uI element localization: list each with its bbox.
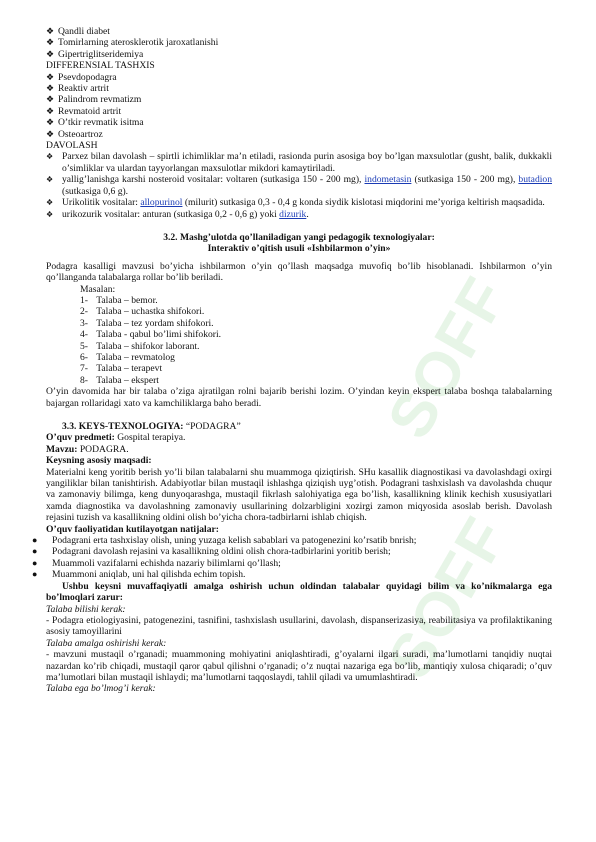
arrow-bullet-icon: ❖ bbox=[46, 175, 54, 185]
arrow-bullet-icon: ❖ bbox=[46, 198, 54, 208]
diamond-bullet-icon: ❖ bbox=[46, 94, 55, 105]
diamond-bullet-icon: ❖ bbox=[46, 37, 55, 48]
list-item: ● Podagrani erta tashxislay olish, uning yuzaga kelish sabablari va patogenezini ko’rsatib bnrish; bbox=[32, 535, 417, 547]
have-label: Talaba ega bo’lmog’i kerak: bbox=[46, 683, 156, 695]
document-page bbox=[32, 26, 552, 695]
able-label: Talaba amalga oshirishi kerak: bbox=[46, 637, 167, 649]
results-heading: O’quv faoliyatidan kutilayotgan natijalar: bbox=[46, 523, 219, 535]
list-item: ❖ Psevdopodagra bbox=[46, 71, 117, 83]
diamond-bullet-icon: ❖ bbox=[46, 71, 55, 82]
goal-heading: Keysning asosiy maqsadi: bbox=[46, 455, 152, 467]
section-33-title: 3.3. KEYS-TEXNOLOGIYA: “PODAGRA” bbox=[62, 421, 241, 432]
diamond-bullet-icon: ❖ bbox=[46, 105, 55, 116]
bullet-icon: ● bbox=[32, 569, 38, 580]
indometasin-link[interactable]: indometasin bbox=[364, 174, 412, 186]
list-item: ❖ Qandli diabet bbox=[46, 26, 110, 37]
list-item: ❖ Osteoartroz bbox=[46, 128, 103, 140]
list-item: ❖ yallig’lanishga karshi nosteroid vositalar: voltaren (sutkasiga 150 - 200 mg), indometasin (sutkasiga 150 - 200 mg), butadion (sutkasiga 0,6 g). bbox=[46, 174, 552, 197]
success-heading: Ushbu keysni muvaffaqiyatli amalga oshirish uchun oldindan talabalar quyidagi bilim va ko’nikmalarga ega bo’lmoqlari zarur: bbox=[46, 580, 552, 604]
section-32-intro: Podagra kasalligi mavzusi bo’yicha ishbilarmon o’yin qo’llash maqsadga muvofiq bo’lib hisoblanadi. Ishbilarmon o’yin qo’llanganda talabalarga rollar bo’lib beriladi. bbox=[46, 260, 552, 284]
list-item: 1- Talaba – bemor. bbox=[80, 294, 158, 306]
differential-heading: DIFFERENSIAL TASHXIS bbox=[46, 60, 155, 72]
differential-list bbox=[46, 72, 552, 140]
list-item: ❖ Parxez bilan davolash – spirtli ichimliklar ma’n etiladi, rasionda purin asosiga boy bo’lgan maxsulotlar (gusht, balik, dukkakli o’simliklar va ulardan tayyorlangan maxsulotlar mikdori kamaytiriladi. bbox=[46, 151, 552, 174]
list-item: ❖ urikozurik vositalar: anturan (sutkasiga 0,2 - 0,6 g) yoki dizurik. bbox=[46, 208, 309, 220]
section-32-title: 3.2. Mashg’ulotda qo’llaniladigan yangi pedagogik texnologiyalar: bbox=[163, 231, 435, 243]
subject-line: O’quv predmeti: Gospital terapiya. bbox=[46, 432, 186, 444]
list-item: 7- Talaba – terapevt bbox=[80, 363, 163, 375]
goal-text: Materialni keng yoritib berish yo’li bilan talabalarni shu muammoga qiziqtirish. SHu kasallik diagnostikasi va davolashdagi oxirgi yangiliklar bilan tanishtirish. Adabiyotlar bilan mustaqil ishlashga qiziqish uyg’otish. Podagrani tashxislash va davolashda chuqur va zamonaviy bilimga, keng dunyoqarashga, mustaqil fikrlash salohiyatiga ega bo’lish, kasallikning klinik kechish xususiyatlari xamda diagnostika va davolashning zamonaviy usullarining dolzarbligini xozirgi zamon miqyosida asoslab berish. Davolash rejasini tuzish va kasallikning oldini olish bo’yicha chora-tadbirlarni ishlab chiqish. bbox=[46, 466, 552, 524]
list-item: ● Podagrani davolash rejasini va kasallikning oldini olish chora-tadbirlarini yoritib berish; bbox=[32, 546, 391, 558]
watermark-text: SOFF bbox=[374, 265, 522, 450]
list-item: 6- Talaba – revmatolog bbox=[80, 351, 175, 363]
list-item: ❖ O’tkir revmatik isitma bbox=[46, 117, 144, 129]
able-text: - mavzuni mustaqil o’rganadi; muammoning mohiyatini aniqlashtiradi, g’oyalarni ilgari suradi, ma’lumotlarni tanqidiy nuqtai nazardan ko’rib chiqadi, mustaqil qaror qabul qilishni o’rganadi; o’z nuqtai nazariga ega bo’lib, mantiqiy xulosa chiqaradi; o’quv ma’lumotlari bilan mustaqil ishlaydi; ma’lumotlarni taqqoslaydi, tahlil qiladi va umumlashtiradi. bbox=[46, 649, 552, 683]
results-list bbox=[32, 535, 552, 581]
arrow-bullet-icon: ❖ bbox=[46, 209, 54, 219]
know-text: - Podagra etiologiyasini, patogenezini, tasnifini, tashxislash usullarini, davolash, dispanserizasiya, reabilitasiya va profilaktikaning asosiy tamoyillarini bbox=[46, 614, 552, 638]
treatment-heading: DAVOLASH bbox=[46, 140, 98, 152]
roles-list bbox=[46, 295, 552, 386]
diamond-bullet-icon: ❖ bbox=[46, 48, 55, 59]
butadion-link[interactable]: butadion bbox=[518, 174, 552, 186]
list-item: ❖ Urikolitik vositalar: allopurinol (milurit) sutkasiga 0,3 - 0,4 g konda siydik kislotasi miqdorini me’yoriga keltirish maqsadida. bbox=[46, 197, 545, 209]
topic-line: Mavzu: PODAGRA. bbox=[46, 443, 129, 455]
list-item: ❖ Palindrom revmatizm bbox=[46, 94, 142, 106]
list-item: 4- Talaba - qabul bo’limi shifokori. bbox=[80, 329, 222, 341]
list-item: 5- Talaba – shifokor laborant. bbox=[80, 340, 200, 352]
list-item: ❖ Gipertriglitseridemiya bbox=[46, 48, 144, 60]
example-label: Masalan: bbox=[80, 283, 116, 295]
know-label: Talaba bilishi kerak: bbox=[46, 603, 126, 615]
list-item: 8- Talaba – ekspert bbox=[80, 374, 159, 386]
bullet-icon: ● bbox=[32, 535, 38, 546]
list-item: ● Muammoni aniqlab, uni hal qilishda echim topish. bbox=[32, 569, 246, 581]
bullet-icon: ● bbox=[32, 546, 38, 557]
diamond-bullet-icon: ❖ bbox=[46, 26, 55, 36]
section-32-subtitle: Interaktiv o’qitish usuli «Ishbilarmon o’yin» bbox=[207, 243, 391, 255]
list-item: ❖ Tomirlarning aterosklerotik jaroxatlanishi bbox=[46, 37, 219, 49]
bullet-icon: ● bbox=[32, 557, 38, 568]
list-item: 3- Talaba – tez yordam shifokori. bbox=[80, 317, 214, 329]
diamond-list bbox=[46, 26, 552, 60]
watermark-text: SOFF bbox=[374, 505, 522, 690]
diamond-bullet-icon: ❖ bbox=[46, 128, 55, 139]
list-item: ❖ Revmatoid artrit bbox=[46, 105, 122, 117]
dizurik-link[interactable]: dizurik bbox=[279, 208, 307, 220]
section-32-outro: O’yin davomida har bir talaba o’ziga ajratilgan rolni bajarib berishi lozim. O’yindan keyin ekspert talaba boshqa talabalarning bajargan rollaridagi xato va kamchiliklarga baho beradi. bbox=[46, 386, 552, 409]
list-item: ● Muammoli vazifalarni echishda nazariy bilimlarni qo’llash; bbox=[32, 557, 281, 569]
arrow-bullet-icon: ❖ bbox=[46, 152, 54, 162]
treatment-list bbox=[46, 151, 552, 219]
diamond-bullet-icon: ❖ bbox=[46, 83, 55, 94]
list-item: ❖ Reaktiv artrit bbox=[46, 83, 109, 95]
list-item: 2- Talaba – uchastka shifokori. bbox=[80, 306, 205, 318]
allopurinol-link[interactable]: allopurinol bbox=[140, 197, 183, 209]
diamond-bullet-icon: ❖ bbox=[46, 117, 55, 128]
